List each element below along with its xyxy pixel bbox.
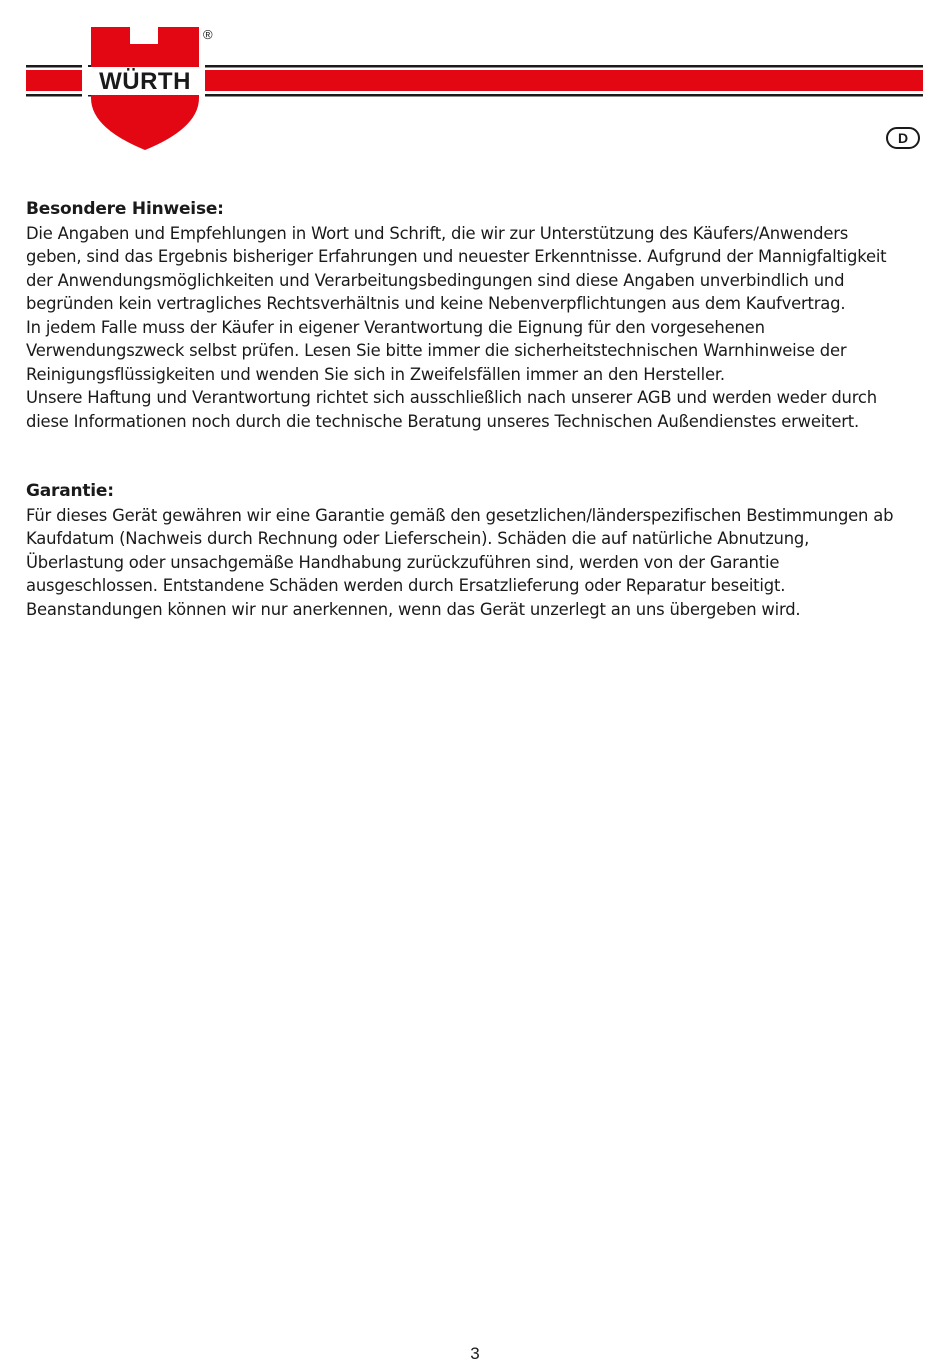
section-title: Garantie: — [26, 481, 114, 501]
section-title: Besondere Hinweise: — [26, 199, 224, 219]
paragraph: Die Angaben und Empfehlungen in Wort und Schrift, die wir zur Unterstützung des Käufers/Anwenders geben, sind das Ergebnis bisheriger Erfahrungen und neuester Erkenntnisse. Aufgrund der Mannigfaltigkeit der Anwendungsmöglichkeiten und Verarbeitungsbedingungen sind diese Angaben unverbindlich und begründen kein vertragliches Rechtsverhältnis und keine Nebenverpflichtungen aus dem Kaufvertrag. — [26, 223, 887, 313]
page-number: 3 — [470, 1344, 480, 1363]
paragraph: Unsere Haftung und Verantwortung richtet sich ausschließlich nach unserer AGB und werden weder durch diese Informationen noch durch die technische Beratung unseres Technischen Außendienstes erweitert. — [26, 388, 877, 431]
paragraph: In jedem Falle muss der Käufer in eigener Verantwortung die Eignung für den vorgesehenen Verwendungszweck selbst prüfen. Lesen Sie bitte immer die sicherheitstechnischen Warnhinweise der Reinigungsflüssigkeiten und wenden Sie sich in Zweifelsfällen immer an den Hersteller. — [26, 317, 847, 384]
paragraph: Für dieses Gerät gewähren wir eine Garantie gemäß den gesetzlichen/länderspezifischen Bestimmungen ab Kaufdatum (Nachweis durch Rechnung oder Lieferschein). Schäden die auf natürliche Abnutzung, Überlastung oder unsachgemäße Handhabung zurückzuführen sind, werden von der Garantie ausgeschlossen. Entstandene Schäden werden durch Ersatzlieferung oder Reparatur beseitigt. Beanstandungen können wir nur anerkennen, wenn das Gerät unzerlegt an uns übergeben wird. — [26, 505, 894, 619]
registered-mark: ® — [203, 27, 213, 42]
wurth-logo — [0, 0, 950, 160]
logo-wordmark: WÜRTH — [99, 68, 191, 95]
section-besondere-hinweise — [26, 198, 906, 433]
page-header — [0, 0, 950, 160]
section-garantie — [26, 480, 906, 621]
language-badge: D — [886, 127, 920, 149]
document-body — [26, 198, 906, 621]
